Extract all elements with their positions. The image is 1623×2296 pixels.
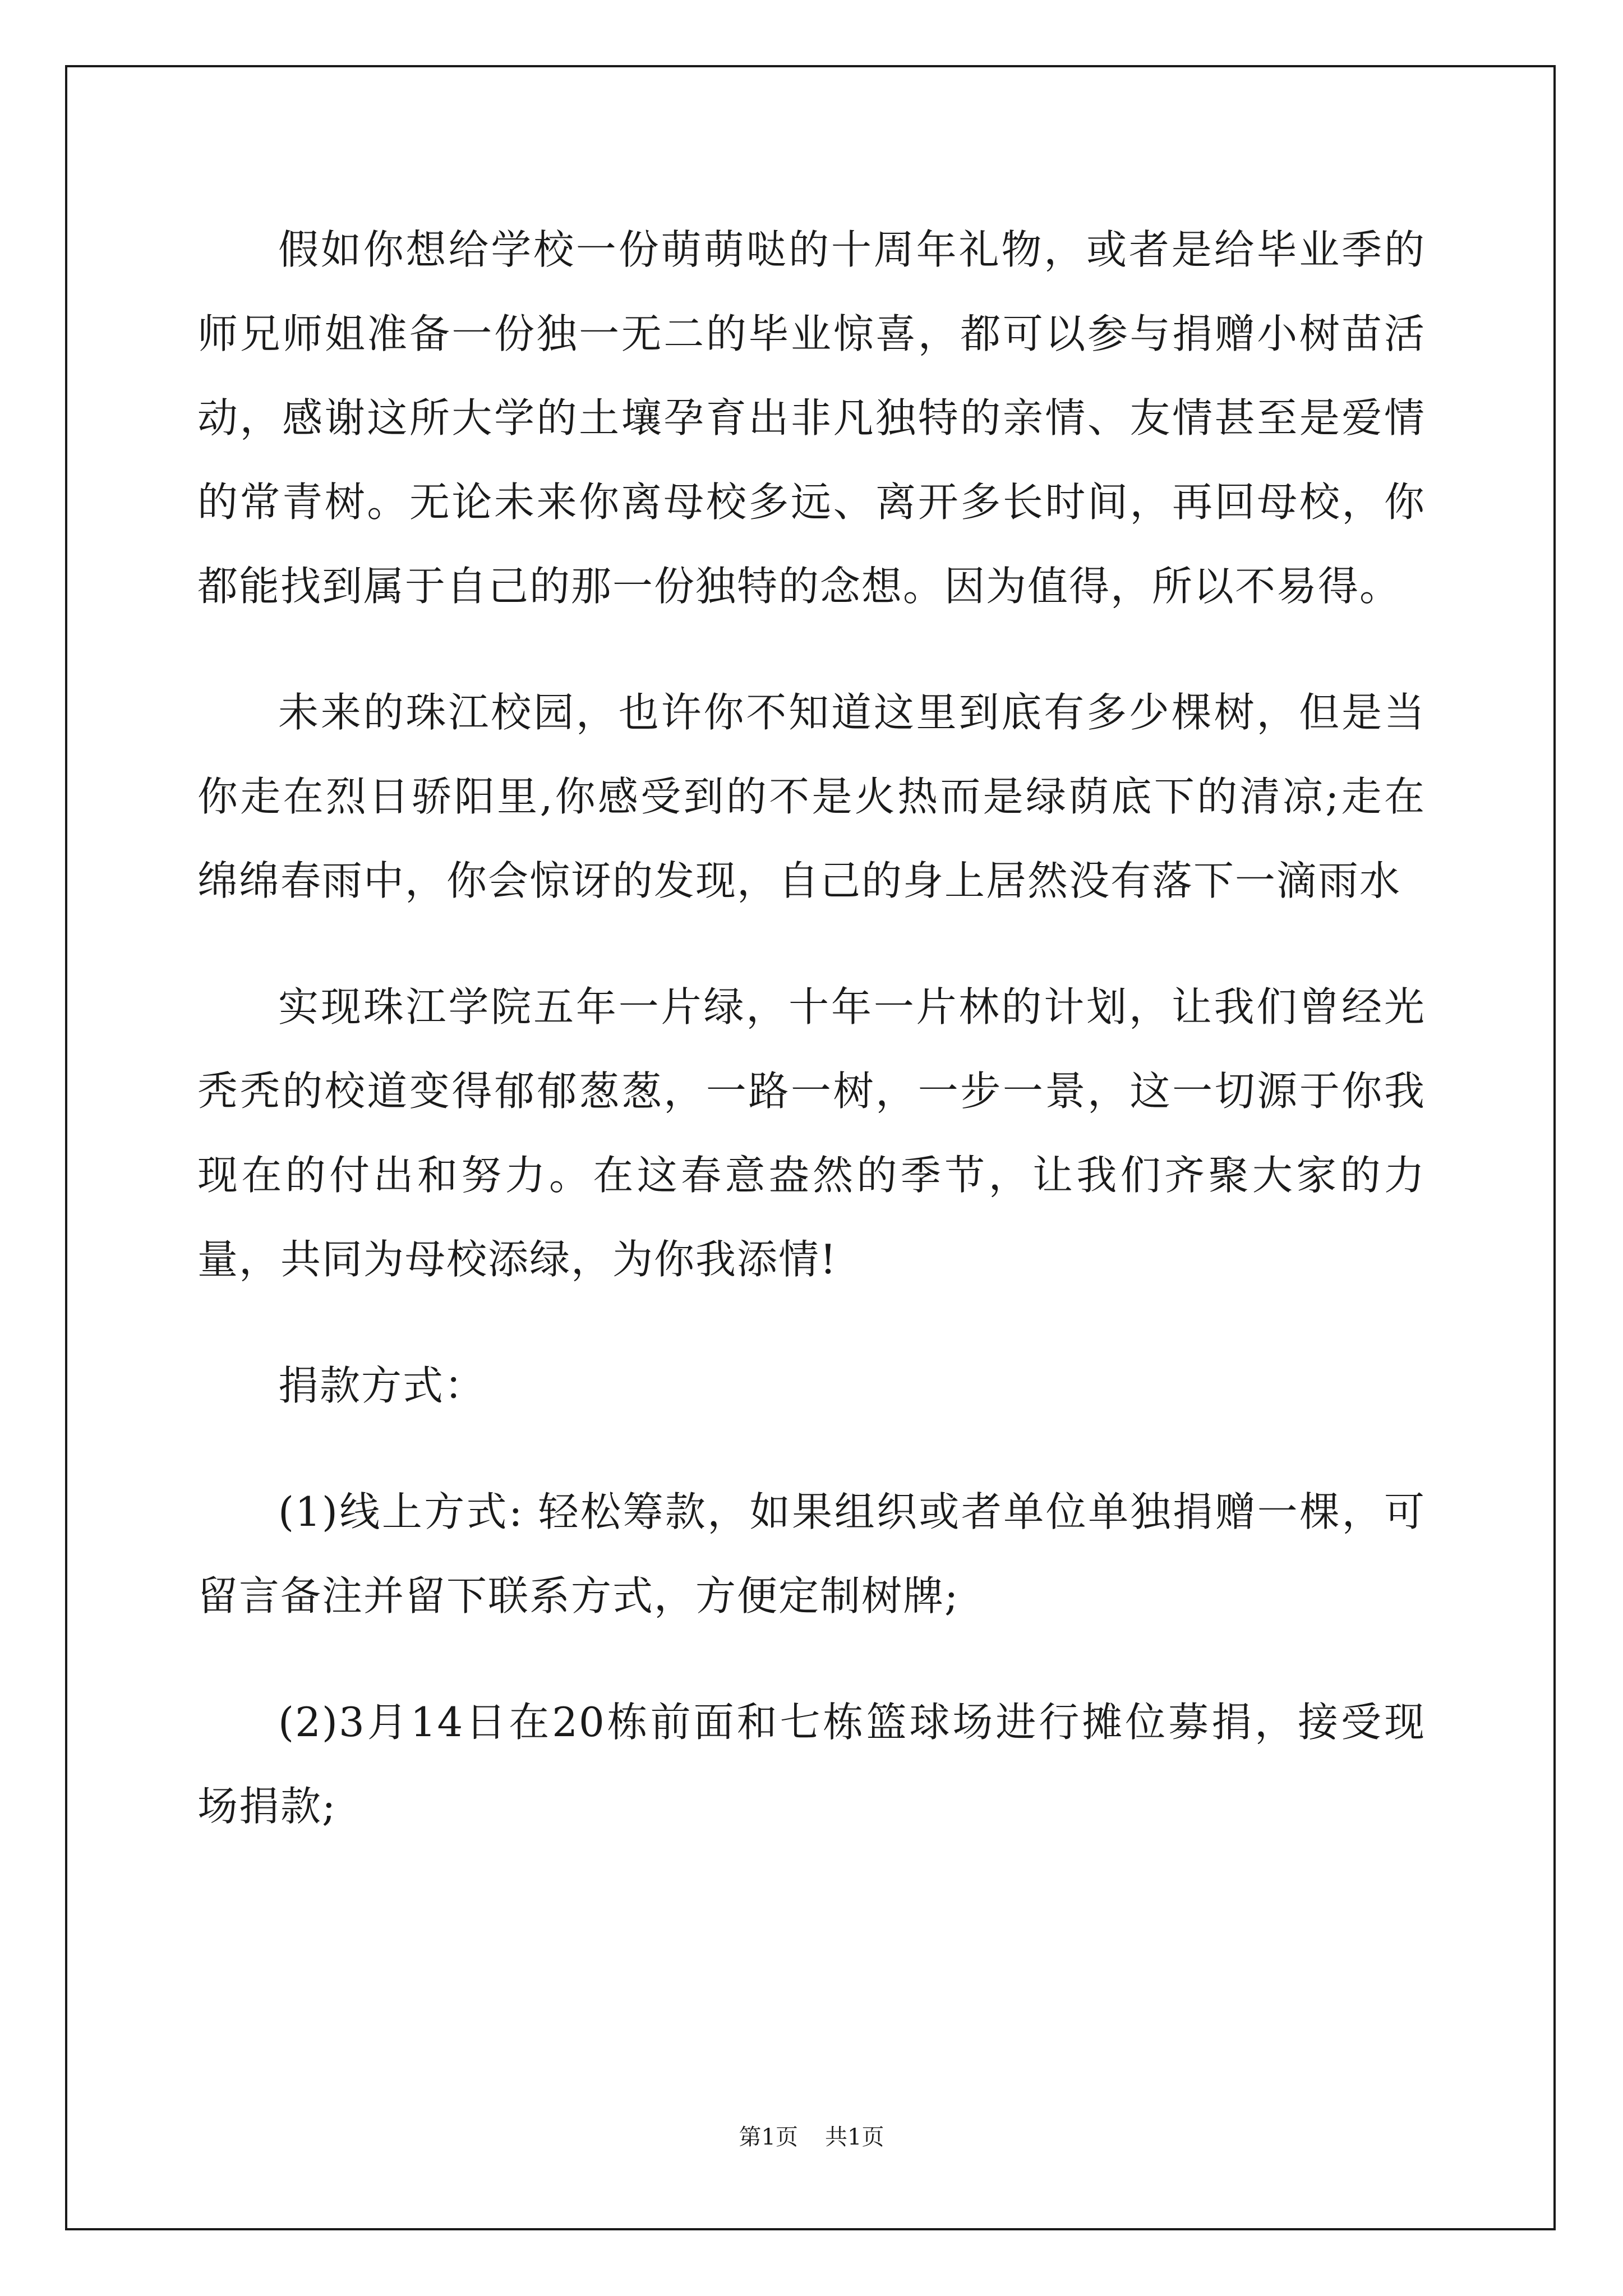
paragraph: 假如你想给学校一份萌萌哒的十周年礼物，或者是给毕业季的师兄师姐准备一份独一无二的毕业惊喜，都可以参与捐赠小树苗活动，感谢这所大学的土壤孕育出非凡独特的亲情、友情甚至是爱情的常青树。无论未来你离母校多远、离开多长时间，再回母校，你都能找到属于自己的那一份独特的念想。因为值得，所以不易得。 xyxy=(197,226,1426,610)
page-number: 第1页 xyxy=(739,2124,798,2150)
document-body xyxy=(197,208,1426,1890)
page-total: 共1页 xyxy=(825,2124,884,2150)
page-footer xyxy=(0,2120,1623,2154)
paragraph: 未来的珠江校园，也许你不知道这里到底有多少棵树，但是当你走在烈日骄阳里,你感受到的不是火热而是绿荫底下的清凉;走在绵绵春雨中，你会惊讶的发现，自己的身上居然没有落下一滴雨水 xyxy=(197,689,1426,904)
paragraph: (2)3月14日在20栋前面和七栋篮球场进行摊位募捐，接受现场捐款; xyxy=(197,1699,1426,1830)
paragraph: 捐款方式： xyxy=(278,1362,486,1409)
paragraph: (1)线上方式: 轻松筹款，如果组织或者单位单独捐赠一棵，可留言备注并留下联系方式，方便定制树牌; xyxy=(197,1488,1426,1619)
paragraph: 实现珠江学院五年一片绿，十年一片林的计划，让我们曾经光秃秃的校道变得郁郁葱葱，一路一树，一步一景，这一切源于你我现在的付出和努力。在这春意盎然的季节，让我们齐聚大家的力量，共同为母校添绿，为你我添情! xyxy=(197,983,1426,1283)
